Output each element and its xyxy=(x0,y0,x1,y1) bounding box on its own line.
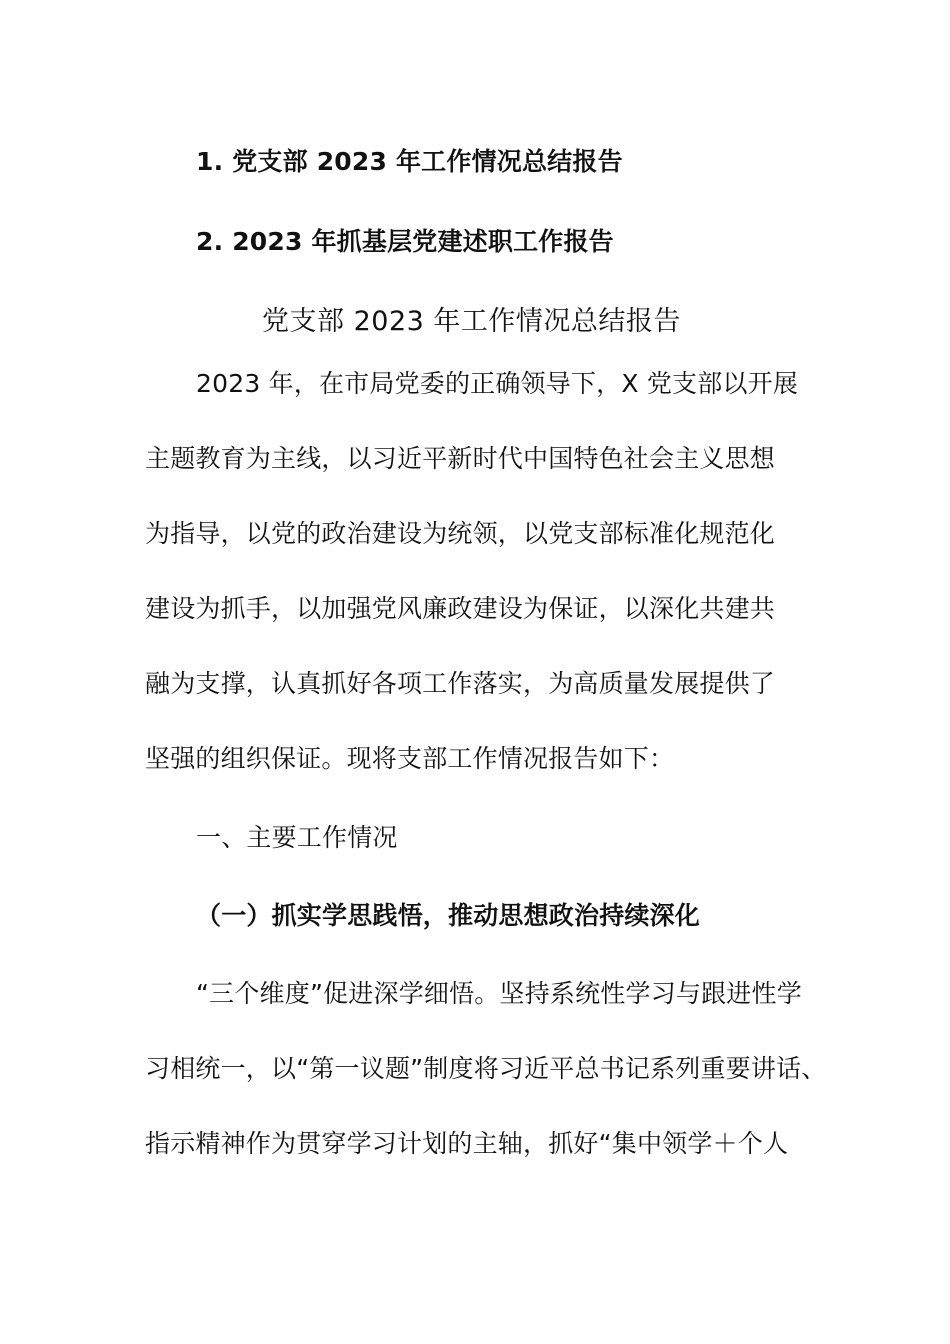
section-1-heading: 一、主要工作情况 xyxy=(196,823,398,852)
paragraph-1-line-6: 坚强的组织保证。现将支部工作情况报告如下： xyxy=(145,744,675,773)
paragraph-2-line-1: “三个维度”促进深学细悟。坚持系统性学习与跟进性学 xyxy=(196,979,802,1008)
paragraph-2-line-3: 指示精神作为贯穿学习计划的主轴，抓好“集中领学＋个人 xyxy=(145,1129,789,1158)
toc-item-1: 1. 党支部 2023 年工作情况总结报告 xyxy=(196,147,623,176)
paragraph-1-line-5: 融为支撑，认真抓好各项工作落实，为高质量发展提供了 xyxy=(145,669,776,698)
paragraph-1-line-4: 建设为抓手，以加强党风廉政建设为保证，以深化共建共 xyxy=(145,594,776,623)
subsection-1-heading: （一）抓实学思践悟，推动思想政治持续深化 xyxy=(196,901,701,930)
document-title: 党支部 2023 年工作情况总结报告 xyxy=(262,306,681,337)
paragraph-1-line-2: 主题教育为主线，以习近平新时代中国特色社会主义思想 xyxy=(145,444,776,473)
paragraph-1-line-1: 2023 年，在市局党委的正确领导下，X 党支部以开展 xyxy=(196,369,799,398)
paragraph-1-line-3: 为指导，以党的政治建设为统领，以党支部标准化规范化 xyxy=(145,519,776,548)
toc-item-2: 2. 2023 年抓基层党建述职工作报告 xyxy=(196,227,614,256)
paragraph-2-line-2: 习相统一，以“第一议题”制度将习近平总书记系列重要讲话、 xyxy=(145,1054,827,1083)
